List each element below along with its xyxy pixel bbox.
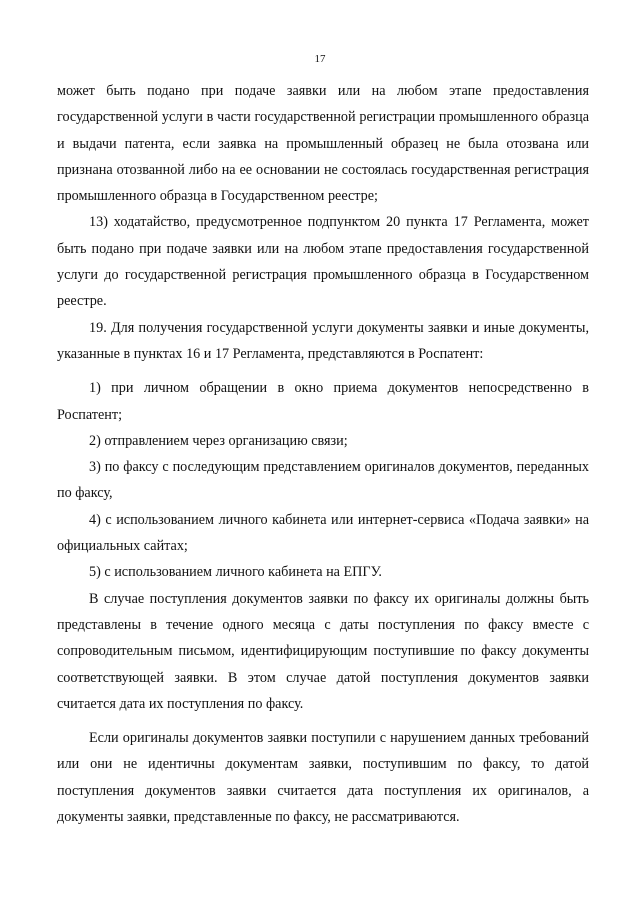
- list-item-3: 3) по факсу с последующим представлением оригиналов документов, переданных по факсу,: [57, 459, 589, 502]
- list-item-2: 2) отправлением через организацию связи;: [89, 432, 348, 449]
- paragraph-section-19: 19. Для получения государственной услуги документы заявки и иные документы, указанные в пунктах 16 и 17 Регламента, представляются в Роспатент:: [57, 319, 589, 362]
- paragraph-continuation: может быть подано при подаче заявки или на любом этапе предоставления государственной услуги в части государственной регистрации промышленного образца и выдачи патента, если заявка на промышленный образец не была отозвана или признана отозванной либо на ее основании не состоялась государственная регистрация промышленного образца в Государственном реестре;: [57, 83, 589, 205]
- paragraph-item-13: 13) ходатайство, предусмотренное подпунктом 20 пункта 17 Регламента, может быть подано при подаче заявки или на любом этапе предоставления государственной услуги до государственной регистрация промышленного образца в Государственном реестре.: [57, 214, 589, 310]
- list-item-4: 4) с использованием личного кабинета или интернет-сервиса «Подача заявки» на официальных сайтах;: [57, 511, 589, 555]
- page-number: 17: [314, 53, 326, 65]
- document-body: [57, 78, 589, 830]
- paragraph-violation: Если оригиналы документов заявки поступили с нарушением данных требований или они не идентичны документам заявки, поступившим по факсу, то датой поступления документов заявки считается дата поступления их оригиналов, а документы заявки, представленные по факсу, не рассматриваются.: [57, 730, 589, 826]
- list-item-1: 1) при личном обращении в окно приема документов непосредственно в Роспатент;: [57, 380, 589, 423]
- list-item-5: 5) с использованием личного кабинета на ЕПГУ.: [89, 564, 382, 581]
- paragraph-fax-originals: В случае поступления документов заявки по факсу их оригиналы должны быть представлены в течение одного месяца с даты поступления по факсу вместе с сопроводительным письмом, идентифицирующим поступившие по факсу документы соответствующей заявки. В этом случае датой поступления документов заявки считается дата их поступления по факсу.: [57, 590, 589, 712]
